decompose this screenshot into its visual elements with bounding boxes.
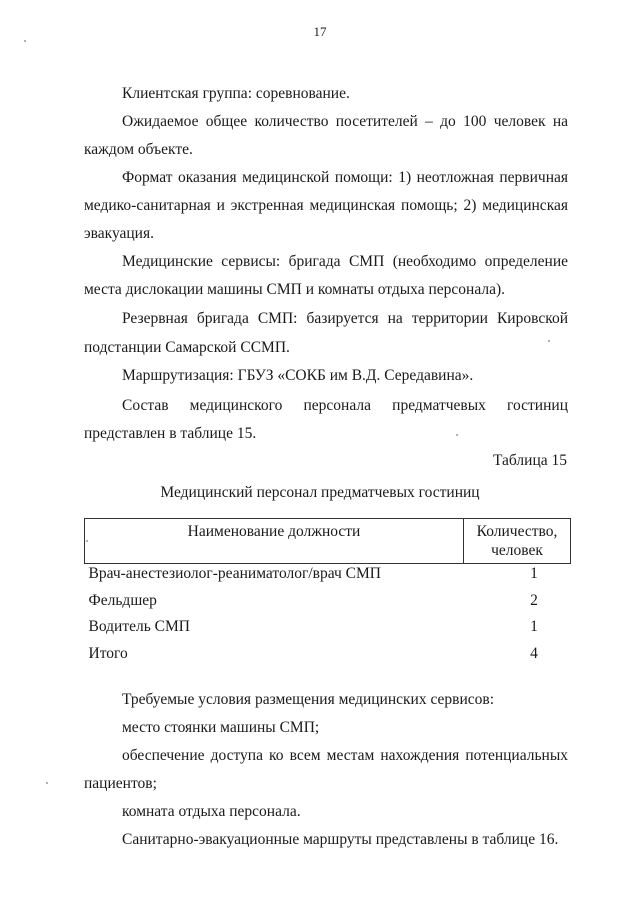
table-row-total: [85, 644, 571, 671]
scan-speck: [46, 782, 48, 784]
access-line-1: обеспечение доступа ко всем местам нахождения потенциальных: [122, 747, 568, 764]
scan-speck: [86, 540, 88, 542]
scan-speck: [24, 40, 26, 42]
row-position: Водитель СМП: [88, 618, 190, 635]
header-count: [464, 519, 571, 564]
reserve-line-1: Резервная бригада СМП: базируется на территории Кировской: [122, 310, 568, 327]
reserve-line-2: подстанции Самарской ССМП.: [84, 339, 290, 356]
page-number: 17: [313, 24, 327, 39]
row-count: 4: [530, 644, 538, 662]
rest-room-text: комната отдыха персонала.: [122, 803, 301, 820]
visitors-line-1: Ожидаемое общее количество посетителей – до 100 человек на: [122, 113, 568, 130]
table-row: [85, 564, 571, 591]
sanitary-text: Санитарно-эвакуационные маршруты представлены в таблице 16.: [122, 831, 559, 848]
table-row: [85, 617, 571, 644]
row-position: Врач-анестезиолог-реаниматолог/врач СМП: [88, 565, 381, 582]
format-line-3: эвакуация.: [84, 225, 154, 242]
services-line-2: места дислокации машины СМП и комнаты отдыха персонала).: [84, 281, 505, 298]
row-count: 2: [530, 591, 538, 609]
staff-table: [84, 518, 571, 670]
routing-text: Маршрутизация: ГБУЗ «СОКБ им В.Д. Середавина».: [122, 367, 474, 384]
parking-text: место стоянки машины СМП;: [122, 719, 320, 736]
header-count-line-1: Количество,: [476, 523, 558, 540]
visitors-line-2: каждом объекте.: [84, 141, 193, 158]
row-count: 1: [530, 565, 538, 582]
table-row: [85, 591, 571, 618]
conditions-text: Требуемые условия размещения медицинских сервисов:: [122, 691, 495, 708]
scan-speck: [456, 434, 458, 436]
table-label: Таблица 15: [492, 452, 567, 469]
scan-speck: [548, 340, 550, 342]
table-header-row: [85, 519, 571, 564]
format-line-2: медико-санитарная и экстренная медицинская помощь; 2) медицинская: [84, 197, 568, 214]
table-title: Медицинский персонал предматчевых гостиниц: [160, 484, 480, 501]
access-line-2: пациентов;: [84, 775, 157, 792]
staff-line-1: Состав медицинского персонала предматчевых гостиниц: [122, 397, 568, 414]
header-count-line-2: человек: [491, 542, 543, 559]
client-group-text: Клиентская группа: соревнование.: [122, 85, 350, 102]
services-line-1: Медицинские сервисы: бригада СМП (необходимо определение: [122, 253, 568, 270]
row-position: Итого: [88, 644, 128, 662]
row-count: 1: [530, 618, 538, 635]
header-position: Наименование должности: [85, 519, 464, 564]
staff-line-2: представлен в таблице 15.: [84, 425, 257, 442]
format-line-1: Формат оказания медицинской помощи: 1) неотложная первичная: [122, 169, 568, 186]
row-position: Фельдшер: [88, 591, 157, 609]
